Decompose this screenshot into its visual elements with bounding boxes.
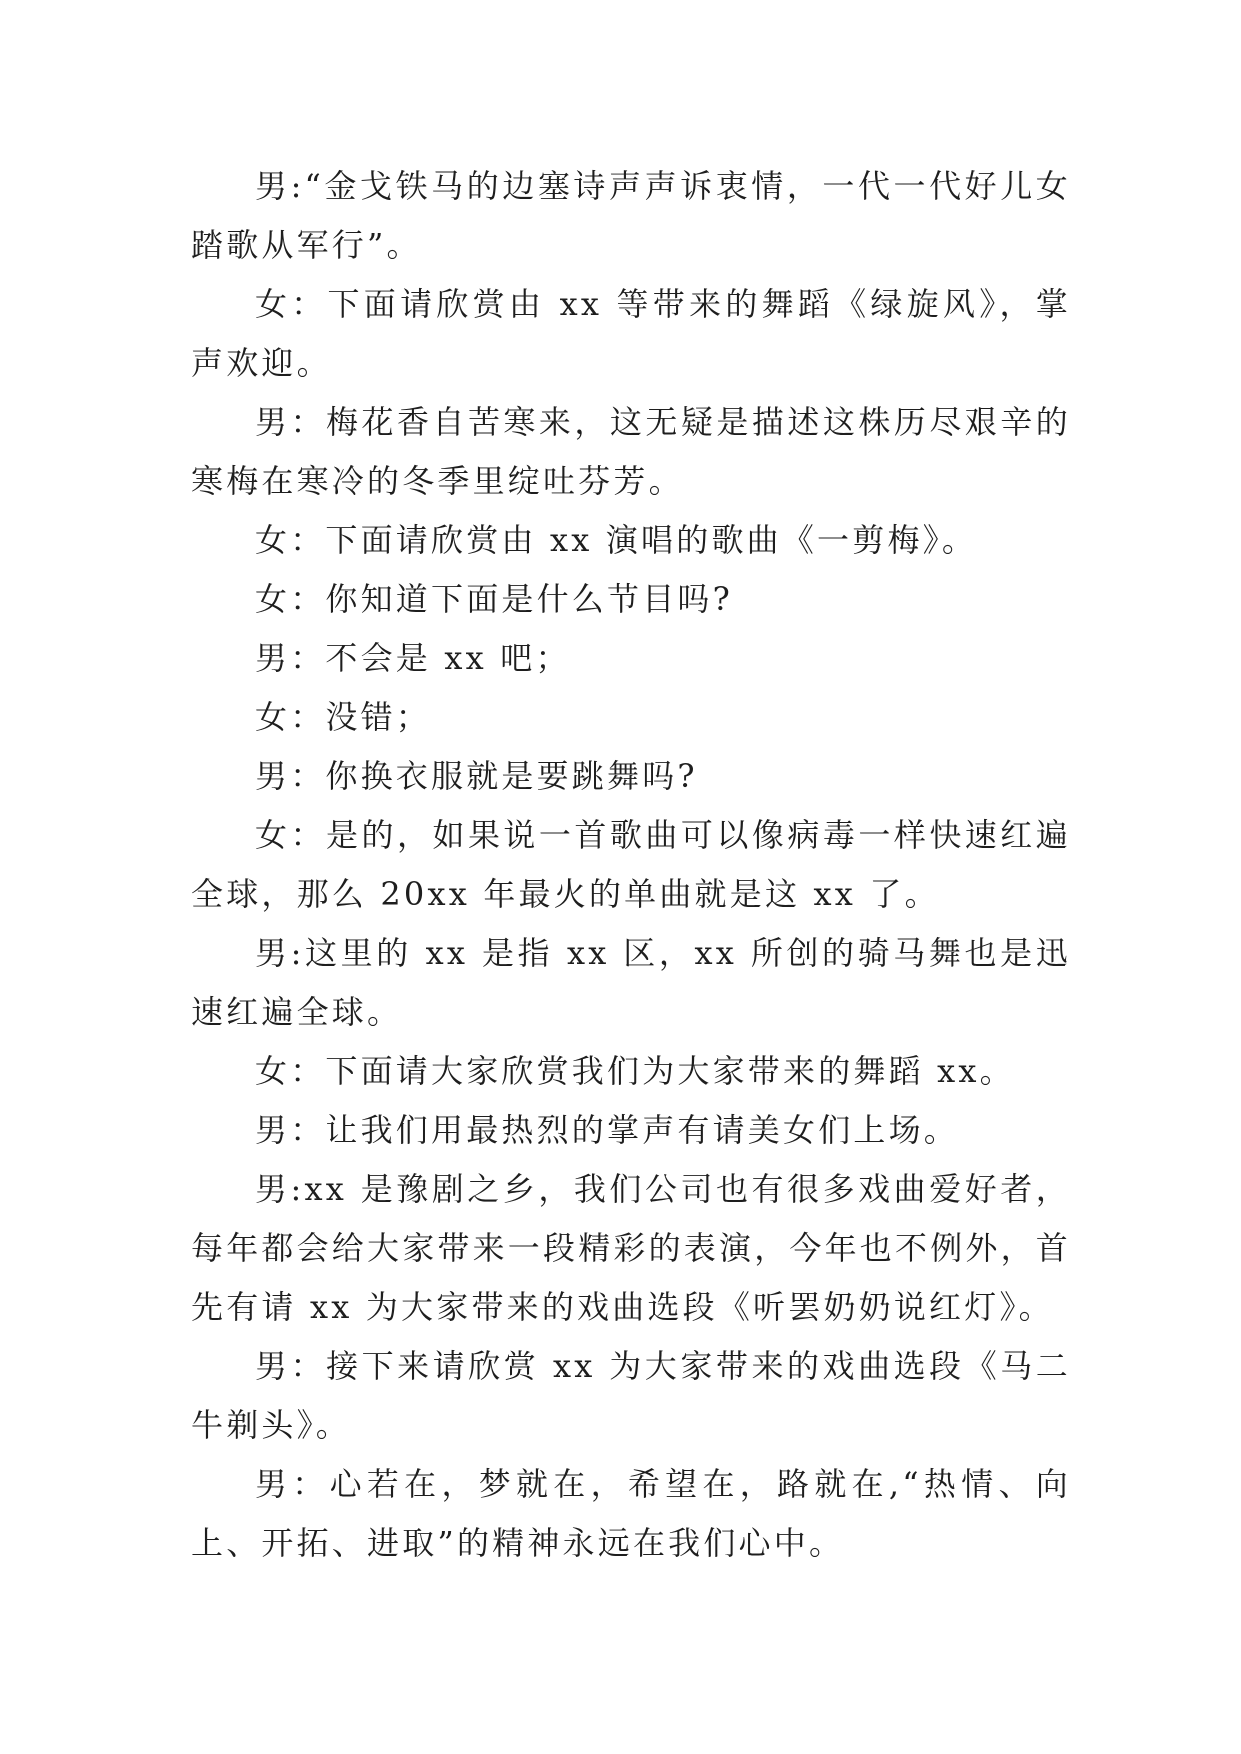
paragraph: 男:“金戈铁马的边塞诗声声诉衷情，一代一代好儿女踏歌从军行”。 bbox=[191, 167, 1071, 264]
document-body bbox=[191, 157, 1071, 1573]
paragraph: 女：是的，如果说一首歌曲可以像病毒一样快速红遍全球，那么 20xx 年最火的单曲就是这 xx 了。 bbox=[191, 816, 1071, 913]
paragraph: 女：没错； bbox=[255, 698, 432, 736]
paragraph: 男：你换衣服就是要跳舞吗? bbox=[255, 757, 698, 795]
paragraph: 女：下面请大家欣赏我们为大家带来的舞蹈 xx。 bbox=[255, 1052, 1015, 1090]
paragraph: 男:这里的 xx 是指 xx 区，xx 所创的骑马舞也是迅速红遍全球。 bbox=[191, 934, 1071, 1031]
paragraph: 女：你知道下面是什么节目吗? bbox=[255, 580, 733, 618]
paragraph: 女：下面请欣赏由 xx 演唱的歌曲《一剪梅》。 bbox=[255, 521, 978, 559]
paragraph: 男：让我们用最热烈的掌声有请美女们上场。 bbox=[255, 1111, 960, 1149]
paragraph: 男：接下来请欣赏 xx 为大家带来的戏曲选段《马二牛剃头》。 bbox=[191, 1347, 1071, 1444]
paragraph: 男：梅花香自苦寒来，这无疑是描述这株历尽艰辛的寒梅在寒冷的冬季里绽吐芬芳。 bbox=[191, 403, 1071, 500]
paragraph: 男：不会是 xx 吧； bbox=[255, 639, 571, 677]
paragraph: 女：下面请欣赏由 xx 等带来的舞蹈《绿旋风》，掌声欢迎。 bbox=[191, 285, 1071, 382]
paragraph: 男：心若在，梦就在，希望在，路就在,“热情、向上、开拓、进取”的精神永远在我们心中。 bbox=[191, 1465, 1071, 1562]
paragraph: 男:xx 是豫剧之乡，我们公司也有很多戏曲爱好者，每年都会给大家带来一段精彩的表演，今年也不例外，首先有请 xx 为大家带来的戏曲选段《听罢奶奶说红灯》。 bbox=[191, 1170, 1072, 1326]
